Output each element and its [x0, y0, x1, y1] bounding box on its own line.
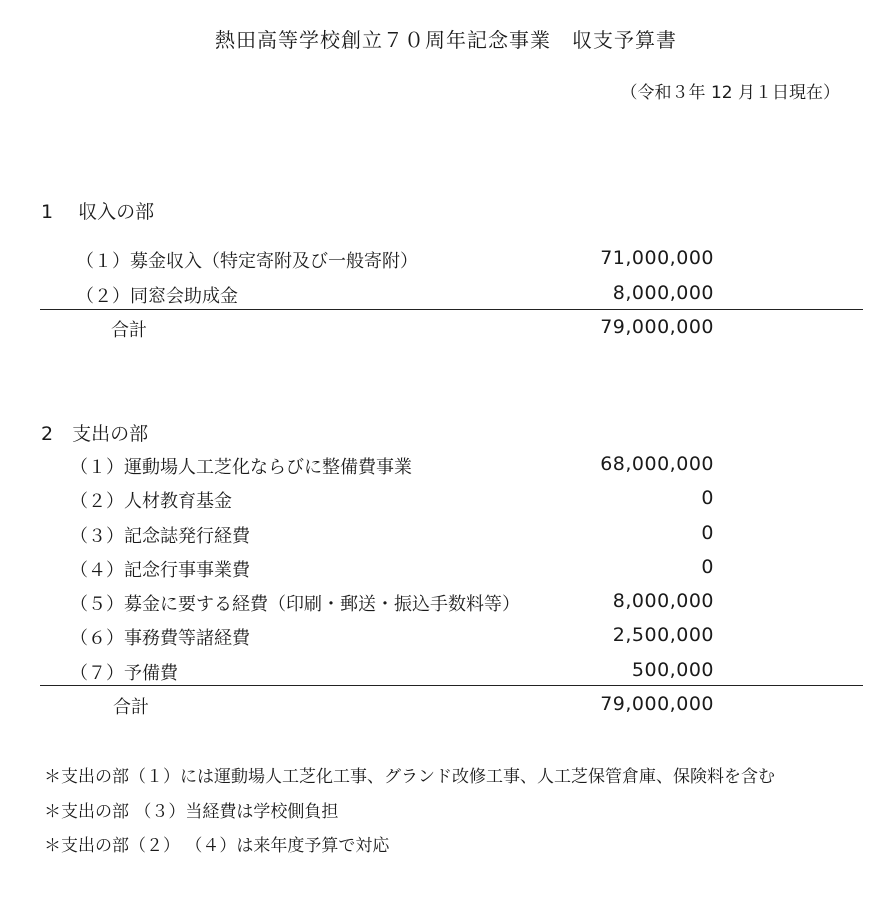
expense-item-label: （２）人材教育基金	[70, 491, 232, 512]
expense-item-amount: 0	[701, 556, 714, 578]
expense-item-label: （６）事務費等諸経費	[70, 628, 250, 649]
expense-item-amount: 68,000,000	[600, 453, 714, 475]
income-item-label: （１）募金収入（特定寄附及び一般寄附）	[76, 251, 418, 272]
note-line: ＊支出の部（１）には運動場人工芝化工事、グランド改修工事、人工芝保管倉庫、保険料を含む	[44, 767, 775, 787]
income-item-amount: 8,000,000	[612, 282, 714, 304]
expense-total-rule	[40, 685, 863, 686]
as-of-date: （令和３年 12 月１日現在）	[620, 83, 840, 103]
expense-item-label: （７）予備費	[70, 663, 178, 684]
expense-item-label: （３）記念誌発行経費	[70, 526, 250, 547]
expense-item-amount: 8,000,000	[612, 590, 714, 612]
income-item-amount: 71,000,000	[600, 247, 714, 269]
expense-total-amount: 79,000,000	[600, 693, 714, 715]
income-total-rule	[40, 309, 863, 310]
expense-item-amount: 0	[701, 522, 714, 544]
expense-item-amount: 500,000	[631, 659, 714, 681]
income-item-label: （２）同窓会助成金	[76, 286, 238, 307]
expense-item-label: （４）記念行事事業費	[70, 560, 250, 581]
expense-item-label: （５）募金に要する経費（印刷・郵送・振込手数料等）	[70, 594, 520, 615]
note-line: ＊支出の部 （３）当経費は学校側負担	[44, 802, 339, 822]
income-total-amount: 79,000,000	[600, 316, 714, 338]
expense-item-amount: 0	[701, 487, 714, 509]
expense-item-label: （１）運動場人工芝化ならびに整備費事業	[70, 457, 412, 478]
expense-total-label: 合計	[113, 697, 149, 718]
expense-heading: 2 支出の部	[41, 423, 149, 445]
document-title: 熱田高等学校創立７０周年記念事業 収支予算書	[215, 28, 677, 52]
income-heading: 1 収入の部	[41, 201, 155, 223]
income-total-label: 合計	[111, 320, 147, 341]
note-line: ＊支出の部（２） （４）は来年度予算で対応	[44, 836, 390, 856]
expense-item-amount: 2,500,000	[612, 624, 714, 646]
